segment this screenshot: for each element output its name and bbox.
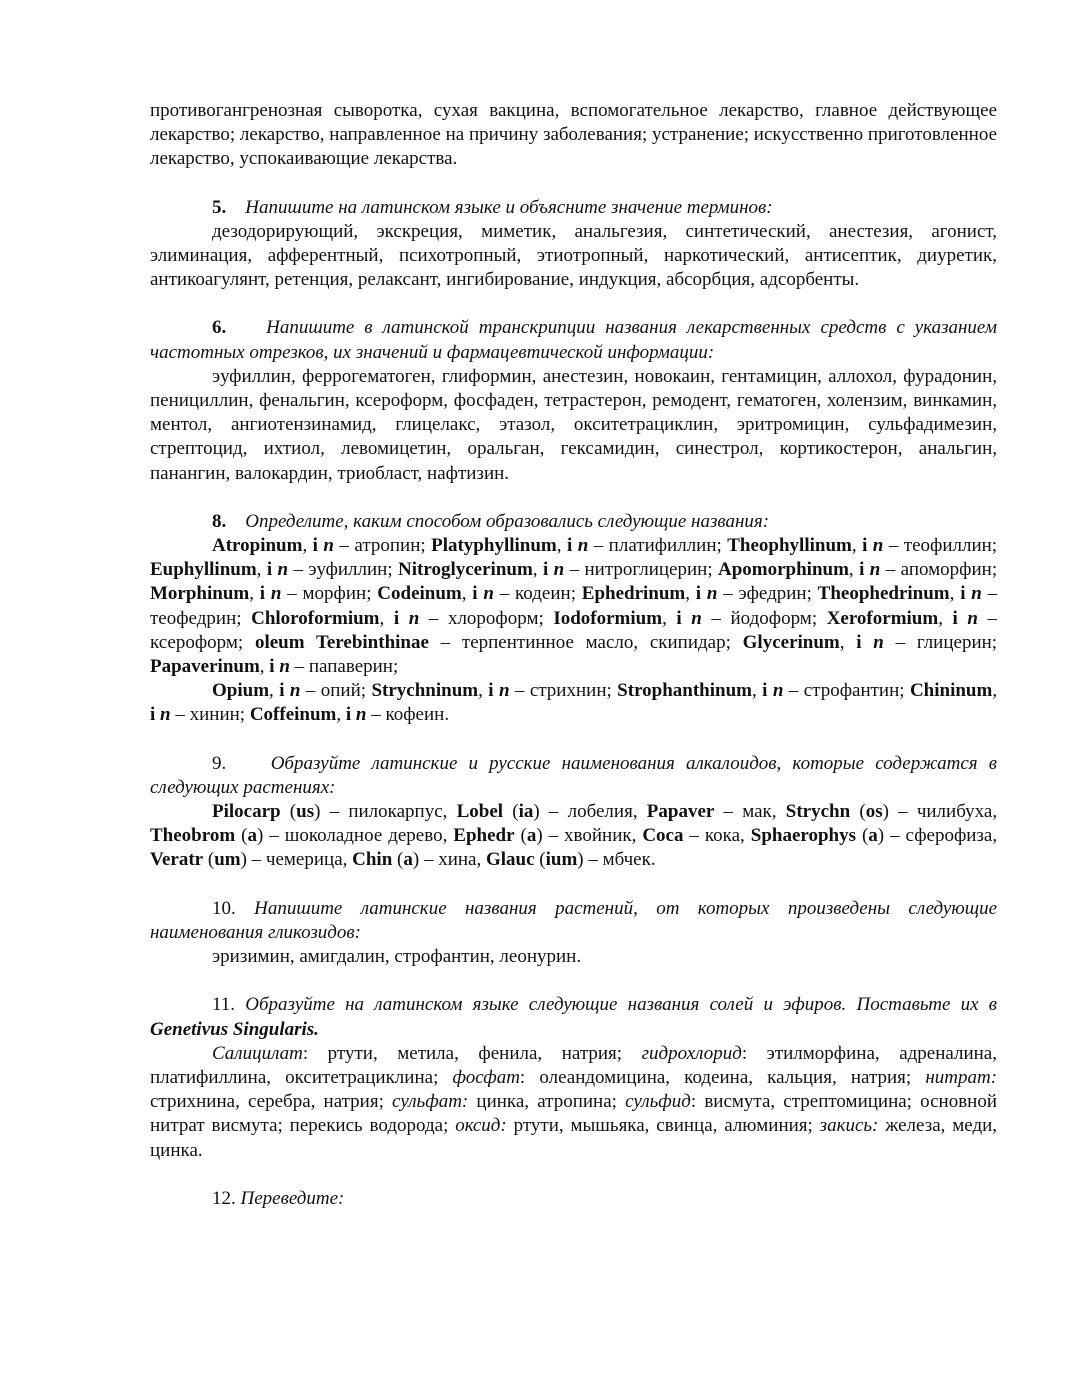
salt-label: фосфат xyxy=(452,1066,520,1088)
section-heading-text: Напишите на латинском языке и объясните значение терминов: xyxy=(245,196,773,218)
plant-ending: a xyxy=(247,825,257,847)
gender-n xyxy=(971,583,982,604)
gender-i: i xyxy=(856,631,862,653)
gender-n-letter: n xyxy=(872,535,884,557)
section-5-body: дезодорирующий, экскреция, миметик, анальгезия, синтетический, анестезия, агонист, элиминация, афферентный, психотропный, этиотропный, наркотический, антисептик, диуретик, антикоагулянт, ретенция, релаксант, ингибирование, индукция, абсорбция, адсорбенты. xyxy=(150,220,997,291)
section-number: 10 xyxy=(212,897,231,919)
gender-n-letter: n xyxy=(408,607,420,629)
salt-items: висмута, стрептомицина; основной нитрат висмута; перекись водорода xyxy=(150,1091,998,1137)
gender-n-letter: n xyxy=(270,583,282,605)
gender-i: i xyxy=(859,559,865,581)
document-page xyxy=(150,99,997,1211)
latin-term: Xeroformium xyxy=(826,607,939,629)
plant-stem: Glauc xyxy=(485,849,535,871)
plant-stem: Chin xyxy=(352,849,393,871)
section-8-paragraph-2: Opium, i n – опий; Strychninum, i n – стрихнин; Strophanthinum, i n – строфантин; Chininum, i n – хинин; Coffeinum, i n – кофеин. xyxy=(150,680,998,726)
gender-n xyxy=(873,535,884,556)
section-number: 9 xyxy=(212,752,222,774)
latin-term: Theophedrinum xyxy=(817,583,950,605)
russian-term: теофиллин xyxy=(903,535,992,557)
plant-ending: os xyxy=(865,801,883,823)
russian-term: терпентинное масло, скипидар xyxy=(461,631,726,653)
section-heading-text: Напишите в латинской транскрипции названия лекарственных средств с указанием частотных отрезков, их значений и фармацевтической информации: xyxy=(150,317,997,363)
plant-russian: лобелия xyxy=(567,801,633,823)
russian-term: платифиллин xyxy=(608,535,717,557)
gender-n-letter: n xyxy=(355,704,367,726)
gender-i: i xyxy=(695,583,702,605)
gender-i: i xyxy=(762,680,768,702)
section-5-heading xyxy=(150,196,997,220)
gender-i: i xyxy=(259,583,266,605)
gender-n xyxy=(160,704,171,725)
gender-i: i xyxy=(472,583,478,605)
plant-stem: Sphaerophys xyxy=(750,825,857,847)
section-12-heading: 12. Переведите: xyxy=(212,1187,345,1209)
gender-n-letter: n xyxy=(277,559,289,581)
gender-i: i xyxy=(960,583,966,605)
section-number: 12 xyxy=(212,1187,231,1209)
gender-i: i xyxy=(393,607,400,629)
gender-n xyxy=(873,632,884,653)
salt-items: стрихнина, серебра, натрия xyxy=(150,1091,379,1113)
russian-term: стрихнин xyxy=(529,680,607,702)
gender-n xyxy=(483,583,494,604)
gender-n-letter: n xyxy=(498,680,510,702)
section-10-body: эризимин, амигдалин, строфантин, леонурин. xyxy=(212,946,582,968)
section-heading-text: Напишите латинские названия растений, от которых произведены следующие наименования гликозидов: xyxy=(150,897,998,943)
latin-term: Papaverinum xyxy=(150,656,260,678)
gender-n xyxy=(499,680,510,701)
latin-term: Coffeinum xyxy=(249,704,337,726)
section-10-heading: 10. Напишите латинские названия растений, от которых произведены следующие наименования гликозидов: xyxy=(150,897,998,943)
gender-n-letter: n xyxy=(289,680,301,702)
section-11-body: Салицилат: ртути, метила, фенила, натрия; гидрохлорид: этилморфина, адреналина, платифиллина, окситетрациклина; фосфат: олеандомицина, кодеина, кальция, натрия; нитрат: стрихнина, серебра, натрия; сульфат: цинка, атропина; сульфид: висмута, стрептомицина; основной нитрат висмута; перекись водорода; оксид: ртути, мышьяка, свинца, алюминия; закись: железа, меди, цинка. xyxy=(150,1042,998,1161)
gender-n xyxy=(356,704,367,725)
latin-term: Strychninum xyxy=(371,680,479,702)
russian-term: теофедрин xyxy=(150,607,237,629)
section-number: 8. xyxy=(212,510,227,532)
salt-items: ртути, метила, фенила, натрия xyxy=(327,1042,617,1064)
plant-russian: сферофиза xyxy=(905,825,993,847)
latin-term: Codeinum xyxy=(377,583,462,605)
latin-term: Glycerinum xyxy=(742,631,840,653)
spacer xyxy=(150,486,997,510)
salt-items: цинка, атропина xyxy=(476,1091,612,1113)
gender-n-letter: n xyxy=(279,656,290,678)
gender-i: i xyxy=(862,535,868,557)
plant-stem: Lobel xyxy=(456,801,504,823)
russian-term: кофеин xyxy=(385,704,445,726)
gender-i: i xyxy=(542,559,549,581)
salt-label: оксид: xyxy=(455,1115,507,1137)
plant-stem: Pilocarp xyxy=(212,801,281,823)
gender-n xyxy=(578,535,589,556)
latin-term: Strophanthinum xyxy=(617,680,752,702)
plant-ending: us xyxy=(296,801,315,823)
plant-ending: ium xyxy=(545,849,578,871)
gender-n-letter: n xyxy=(869,559,881,581)
gender-i: i xyxy=(488,680,494,702)
russian-term: глицерин xyxy=(916,631,992,653)
section-number: 6. xyxy=(212,317,227,339)
spacer xyxy=(150,292,997,316)
gender-n-letter: n xyxy=(967,607,978,629)
gender-i: i xyxy=(312,535,318,557)
plant-stem: Strychn xyxy=(785,801,851,823)
plant-russian: кока xyxy=(704,825,741,847)
latin-term: Iodoformium xyxy=(553,607,663,629)
section-8-heading xyxy=(150,510,997,534)
russian-term: эуфиллин xyxy=(308,559,388,581)
section-heading-text: Определите, каким способом образовались следующие названия: xyxy=(245,510,770,532)
plant-ending: a xyxy=(526,825,537,847)
plant-ending: ia xyxy=(518,801,534,823)
gender-n xyxy=(271,583,282,604)
plant-russian: чемерица xyxy=(265,849,343,871)
russian-term: морфин xyxy=(302,583,367,605)
gender-n xyxy=(279,656,290,677)
plant-stem: Papaver xyxy=(646,801,715,823)
salt-label: Салицилат xyxy=(212,1042,303,1064)
gender-n-letter: n xyxy=(160,704,171,726)
salt-label: сульфид xyxy=(625,1091,691,1113)
section-6-heading xyxy=(150,316,997,364)
russian-term: ксероформ xyxy=(150,631,238,653)
russian-term: йодоформ xyxy=(730,607,812,629)
gender-n-letter: n xyxy=(553,559,565,581)
plant-stem: Coca xyxy=(642,825,684,847)
russian-term: эфедрин xyxy=(738,583,807,605)
gender-i: i xyxy=(269,656,275,678)
gender-n-letter: n xyxy=(691,607,702,629)
plant-russian: шоколадное дерево xyxy=(284,825,443,847)
gender-n xyxy=(707,583,718,604)
salt-items: ртути, мышьяка, свинца, алюминия xyxy=(513,1115,808,1137)
latin-term: oleum Terebinthinae xyxy=(254,631,429,653)
russian-term: папаверин xyxy=(308,656,393,678)
gender-n xyxy=(290,680,301,701)
russian-term: нитроглицерин xyxy=(584,559,708,581)
salt-items: олеандомицина, кодеина, кальция, натрия xyxy=(539,1066,906,1088)
latin-term: Chloroformium xyxy=(251,607,380,629)
section-number: 11 xyxy=(212,994,231,1016)
latin-term: Chininum xyxy=(909,680,993,702)
gender-i: i xyxy=(279,680,285,702)
gender-i: i xyxy=(566,535,573,557)
gender-n xyxy=(409,608,420,629)
russian-term: атропин xyxy=(354,535,421,557)
gender-i: i xyxy=(150,704,156,726)
gender-n xyxy=(967,608,978,629)
plant-stem: Theobrom xyxy=(150,825,236,847)
latin-term: Ephedrinum xyxy=(581,583,686,605)
section-8-paragraph-1: Atropinum, i n – атропин; Platyphyllinum, i n – платифиллин; Theophyllinum, i n – теофиллин; Euphyllinum, i n – эуфиллин; Nitroglycerinum, i n – нитроглицерин; Apomorphinum, i n – апоморфин; Morphinum, i n – морфин; Codeinum, i n – кодеин; Ephedrinum, i n – эфедрин; Theophedrinum, i n – теофедрин; Chloroformium, i n – хлороформ; Iodoformium, i n – йодоформ; Xeroformium, i n – ксероформ; oleum Terebinthinae – терпентинное масло, скипидар; Glycerinum, i n – глицерин; Papaverinum, i n – папаверин; xyxy=(150,535,998,678)
gender-n xyxy=(691,608,702,629)
latin-term: Opium xyxy=(212,680,270,702)
gender-n xyxy=(323,535,334,556)
russian-term: строфантин xyxy=(803,680,900,702)
section-heading-text: Образуйте на латинском языке следующие названия солей и эфиров. Поставьте их в xyxy=(245,994,998,1016)
intro-paragraph: противогангренозная сыворотка, сухая вакцина, вспомогательное лекарство, главное действующее лекарство; лекарство, направленное на причину заболевания; устранение; искусственно приготовленное лекарство, успокаивающие лекарства. xyxy=(150,100,997,170)
russian-term: хинин xyxy=(189,704,240,726)
gender-n-letter: n xyxy=(873,631,884,653)
salt-items: железа, меди, цинка. xyxy=(150,1115,998,1161)
section-number: 5. xyxy=(212,196,227,218)
latin-term: Platyphyllinum xyxy=(431,535,557,557)
section-heading-text: Образуйте латинские и русские наименования алкалоидов, которые содержатся в следующих растениях: xyxy=(150,752,997,798)
gender-i: i xyxy=(266,559,273,581)
spacer xyxy=(150,873,997,897)
section-heading-text: Переведите: xyxy=(240,1187,345,1209)
plant-stem: Ephedr xyxy=(453,825,515,847)
gender-i: i xyxy=(952,607,958,629)
salt-label: гидрохлорид xyxy=(641,1042,742,1064)
plant-russian: мбчек xyxy=(602,849,651,871)
gender-n-letter: n xyxy=(577,535,589,557)
spacer xyxy=(150,728,997,752)
latin-term: Morphinum xyxy=(150,583,250,605)
russian-term: апоморфин xyxy=(900,559,992,581)
plant-stem: Veratr xyxy=(150,849,204,871)
section-6-body: эуфиллин, феррогематоген, глиформин, анестезин, новокаин, гентамицин, аллохол, фурадонин, пенициллин, фенальгин, ксероформ, фосфаден, тетрастерон, ремодент, гематоген, холензим, винкамин, ментол, ангиотензинамид, глицелакс, этазол, окситетрациклин, эритромицин, сульфадимезин, стрептоцид, ихтиол, левомицетин, оральган, гексамидин, синестрол, кортикостерон, анальгин, панангин, валокардин, триобласт, нафтизин. xyxy=(150,365,997,484)
gender-n-letter: n xyxy=(772,680,784,702)
spacer xyxy=(150,1163,997,1187)
latin-term: Euphyllinum xyxy=(150,559,257,581)
latin-term: Apomorphinum xyxy=(718,559,849,581)
gender-n xyxy=(278,559,289,580)
plant-russian: мак xyxy=(742,801,772,823)
spacer xyxy=(150,969,997,993)
gender-n-letter: n xyxy=(323,535,334,557)
gender-n xyxy=(554,559,565,580)
spacer xyxy=(150,172,997,196)
gender-n xyxy=(870,559,881,580)
plant-ending: a xyxy=(403,849,413,871)
gender-i: i xyxy=(676,607,682,629)
russian-term: хлороформ xyxy=(447,607,539,629)
gender-n-letter: n xyxy=(971,583,982,605)
section-heading-bold: Genetivus Singularis. xyxy=(150,1018,319,1040)
salt-label: нитрат: xyxy=(925,1066,998,1088)
section-9-body: Pilocarp (us) – пилокарпус, Lobel (ia) – лобелия, Papaver – мак, Strychn (os) – чилибуха, Theobrom (a) – шоколадное дерево, Ephedr (a) – хвойник, Coca – кока, Sphaerophys (a) – сферофиза, Veratr (um) – чемерица, Chin (a) – хина, Glauc (ium) – мбчек. xyxy=(150,801,998,871)
salt-items: этилморфина, адреналина, платифиллина, окситетрациклина xyxy=(150,1042,997,1088)
gender-i: i xyxy=(345,704,352,726)
plant-russian: хвойник xyxy=(564,825,632,847)
section-11-heading: 11. Образуйте на латинском языке следующие названия солей и эфиров. Поставьте их в Genetivus Singularis. xyxy=(150,994,998,1040)
plant-russian: хина xyxy=(438,849,477,871)
latin-term: Theophyllinum xyxy=(727,535,852,557)
salt-label: сульфат: xyxy=(392,1091,469,1113)
plant-ending: a xyxy=(868,825,878,847)
russian-term: опий xyxy=(320,680,361,702)
section-9-heading: 9. Образуйте латинские и русские наименования алкалоидов, которые содержатся в следующих растениях: xyxy=(150,752,997,798)
plant-russian: пилокарпус xyxy=(348,801,443,823)
gender-n-letter: n xyxy=(483,583,494,605)
plant-ending: um xyxy=(214,849,241,871)
plant-russian: чилибуха xyxy=(916,801,993,823)
latin-term: Nitroglycerinum xyxy=(398,559,533,581)
latin-term: Atropinum xyxy=(212,535,303,557)
gender-n xyxy=(773,680,784,701)
salt-label: закись: xyxy=(819,1115,879,1137)
russian-term: кодеин xyxy=(515,583,571,605)
gender-n-letter: n xyxy=(706,583,718,605)
